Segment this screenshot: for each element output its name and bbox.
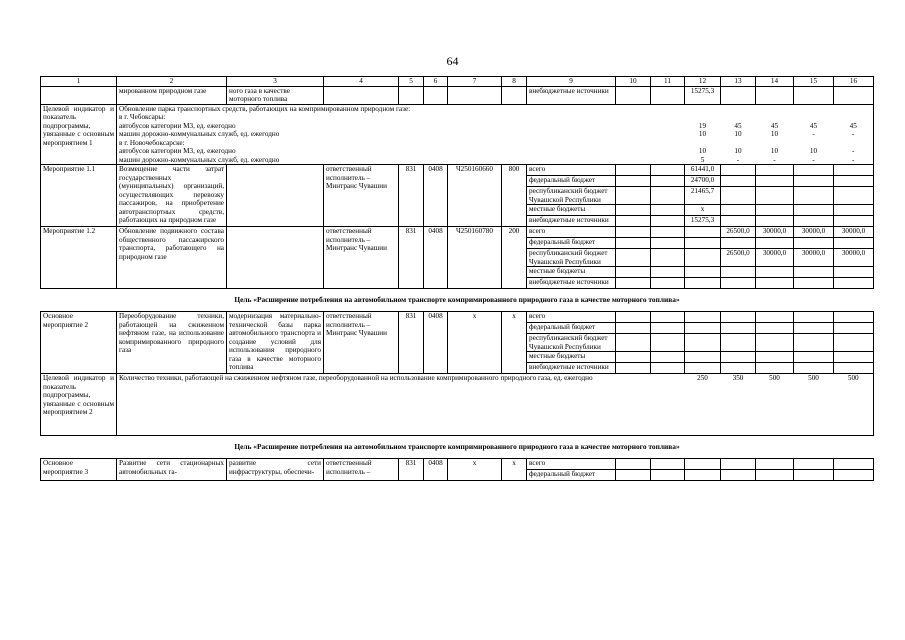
value [685,249,721,267]
value: 30000,0 [756,227,794,238]
value [756,267,794,278]
cell: внебюджетные источники [527,87,616,105]
cell [721,323,756,334]
funding-source: всего [527,459,616,470]
code-section: 0408 [424,459,448,481]
cell [794,470,834,481]
cell [721,470,756,481]
row-label: Основное мероприятие 3 [41,459,117,481]
value [685,238,721,249]
indicator-line: машин дорожно-коммунальных служб, ед. ежегодно [119,130,280,139]
funding-source: республиканский бюджет Чувашской Республики [527,249,616,267]
value [721,165,756,176]
indicator-title: Обновление парка транспортных средств, работающих на компримированном природном газе: [119,105,411,113]
row-label: Целевой индикатор и показатель подпрограммы, увязанные с основным мероприятием 2 [41,374,117,436]
value [794,165,834,176]
value: 30000,0 [794,227,834,238]
funding-source: местные бюджеты [527,267,616,278]
code-section: 0408 [424,312,448,374]
table-row [41,227,874,238]
funding-source: внебюджетные источники [527,278,616,289]
cell [651,459,685,470]
measure-desc: Возмещение части затрат государственных (муниципальных) организаций, осуществляющих перевозку пассажиров, на приобретение автотранспортных средств, работающих на природном газе [117,165,227,227]
table-row [41,459,874,470]
code-grbs: 831 [399,312,424,374]
value-col [685,105,721,165]
value [721,267,756,278]
column-number-row [41,77,874,87]
cell [616,363,651,374]
row-label: Мероприятие 1.1 [41,165,117,227]
value: - [812,130,815,139]
cell [756,352,794,363]
cell [794,323,834,334]
cell [834,459,874,470]
code-type: x [502,312,527,374]
value: 26500,0 [721,249,756,267]
value [794,216,834,227]
col-number: 15 [794,77,834,87]
value: 350 [721,374,756,436]
table-row [41,165,874,176]
cell [794,334,834,352]
cell [685,363,721,374]
cell [651,227,685,238]
cell [685,334,721,352]
value-col [794,105,834,165]
cell [616,267,651,278]
row-label: Целевой индикатор и показатель подпрограммы, увязанные с основным мероприятием 1 [41,105,117,165]
cell [834,87,874,105]
value: 61441,0 [685,165,721,176]
value [834,278,874,289]
value [756,238,794,249]
cell [834,323,874,334]
value: - [773,155,776,164]
cell [834,312,874,323]
funding-source: всего [527,165,616,176]
cell [651,334,685,352]
value [794,205,834,216]
col-number: 3 [227,77,324,87]
value-col [756,105,794,165]
measure-desc: Переоборудование техники, работающей на сжиженном нефтяном газе, на использование компримированного природного газа [117,312,227,374]
cell [834,363,874,374]
funding-source: федеральный бюджет [527,238,616,249]
value [756,165,794,176]
cell [651,205,685,216]
code-type: x [502,459,527,481]
indicator-line: в г. Чебоксары: [119,113,166,122]
col-number: 11 [651,77,685,87]
value: 500 [756,374,794,436]
funding-source: республиканский бюджет Чувашской Республики [527,187,616,205]
funding-source: внебюджетные источники [527,216,616,227]
cell [651,278,685,289]
cell [756,334,794,352]
funding-source: всего [527,227,616,238]
value: 21465,7 [685,187,721,205]
indicator-text: Количество техники, работающей на сжиженном нефтяном газе, переоборудованной на использование компримированного природного газа, ед. ежегодно [117,374,685,436]
cell: ного газа в качестве моторного топлива [227,87,324,105]
value: 500 [834,374,874,436]
col-number: 2 [117,77,227,87]
value [721,176,756,187]
measure-desc: Обновление подвижного состава общественного пассажирского транспорта, работающего на природном газе [117,227,227,289]
task-desc: развитие сети инфраструктуры, обеспечи- [227,459,324,481]
value: 10 [734,147,742,156]
value: 15275,3 [685,216,721,227]
value: 10 [770,130,779,139]
cell [756,363,794,374]
value [756,278,794,289]
cell [651,176,685,187]
value: 5 [700,155,705,164]
value: 10 [809,147,818,156]
code-type: 200 [502,227,527,289]
funding-source: внебюджетные источники [527,363,616,374]
value [794,267,834,278]
cell [616,249,651,267]
cell [616,227,651,238]
cell [502,87,527,105]
cell [651,187,685,205]
value [794,176,834,187]
value [756,205,794,216]
goal-heading: Цель «Расширение потребления на автомобильном транспорте компримированного природного газа в качестве моторного топлива» [41,436,874,459]
cell [651,249,685,267]
cell [651,216,685,227]
cell [616,205,651,216]
cell: 15275,3 [685,87,721,105]
page-number: 64 [446,54,459,68]
value-col [721,105,756,165]
value: 45 [849,121,857,130]
cell [616,176,651,187]
value: - [736,155,740,164]
cell [834,334,874,352]
cell [616,312,651,323]
responsible: ответственный исполнитель – Минтранс Чувашии [324,165,399,227]
funding-source: федеральный бюджет [527,470,616,481]
task-desc: модернизация материально-технической базы парка автомобильного транспорта и создание условий для использования природного газа в качестве моторного топлива [227,312,324,374]
cell [616,334,651,352]
value [685,267,721,278]
value: - [852,147,855,156]
cell [685,459,721,470]
col-number: 16 [834,77,874,87]
col-number: 5 [399,77,424,87]
measure-desc: Развитие сети стационарных автомобильных га- [117,459,227,481]
col-number: 4 [324,77,399,87]
cell [227,227,324,289]
value: 500 [794,374,834,436]
value: 30000,0 [756,249,794,267]
col-number: 12 [685,77,721,87]
value [794,278,834,289]
cell [685,312,721,323]
value [834,165,874,176]
cell [616,352,651,363]
code-section: 0408 [424,227,448,289]
program-table [40,76,874,481]
cell [324,87,399,105]
value-col [834,105,874,165]
value: 45 [734,121,742,130]
cell [685,470,721,481]
value: 10 [698,147,707,156]
value: 30000,0 [834,249,874,267]
value: 45 [809,121,818,130]
cell [721,363,756,374]
cell [651,87,685,105]
goal-row [41,436,874,459]
funding-source: федеральный бюджет [527,323,616,334]
cell [616,470,651,481]
indicator-line: автобусов категории М3, ед. ежегодно [119,121,236,130]
cell [41,87,117,105]
cell [227,165,324,227]
code-target: Ч250160780 [448,227,502,289]
cell [651,352,685,363]
cell [616,238,651,249]
cell [399,87,424,105]
cell [756,312,794,323]
code-target: Ч250160660 [448,165,502,227]
cell [721,459,756,470]
cell [685,323,721,334]
value: - [852,155,855,164]
code-section: 0408 [424,165,448,227]
value [834,216,874,227]
col-number: 6 [424,77,448,87]
code-target: x [448,312,502,374]
cell [721,352,756,363]
value [794,187,834,205]
value: 30000,0 [794,249,834,267]
value: x [685,205,721,216]
value [834,176,874,187]
cell [794,312,834,323]
funding-source: местные бюджеты [527,352,616,363]
col-number: 10 [616,77,651,87]
cell [794,363,834,374]
cell [651,323,685,334]
goal-heading: Цель «Расширение потребления на автомобильном транспорте компримированного природного газа в качестве моторного топлива» [41,289,874,312]
cell [651,470,685,481]
value [721,187,756,205]
value: 45 [770,121,779,130]
col-number: 9 [527,77,616,87]
cell [794,87,834,105]
cell [756,323,794,334]
code-type: 800 [502,165,527,227]
table-row [41,87,874,105]
cell [685,352,721,363]
value [685,227,721,238]
col-number: 14 [756,77,794,87]
cell [756,87,794,105]
value [756,176,794,187]
cell [448,87,502,105]
value: 26500,0 [721,227,756,238]
value: - [852,130,855,139]
value [721,278,756,289]
responsible: ответственный исполнитель – [324,459,399,481]
col-number: 8 [502,77,527,87]
value: 10 [734,130,742,139]
col-number: 7 [448,77,502,87]
table-row [41,312,874,323]
cell [616,165,651,176]
funding-source: местные бюджеты [527,205,616,216]
value [756,216,794,227]
funding-source: республиканский бюджет Чувашской Республики [527,334,616,352]
funding-source: федеральный бюджет [527,176,616,187]
indicator-row [41,105,874,165]
value: 250 [685,374,721,436]
cell [834,352,874,363]
value: 19 [698,121,707,130]
value: 30000,0 [834,227,874,238]
cell [651,312,685,323]
cell [651,238,685,249]
cell [721,334,756,352]
indicator-text [117,105,685,165]
value [834,187,874,205]
cell [721,312,756,323]
value [834,267,874,278]
cell [616,87,651,105]
indicator-line: в г. Новочебоксарске: [119,138,185,147]
responsible: ответственный исполнитель – Минтранс Чувашии [324,312,399,374]
value [721,238,756,249]
funding-source: всего [527,312,616,323]
code-grbs: 831 [399,227,424,289]
cell [756,459,794,470]
value [685,278,721,289]
cell [616,459,651,470]
cell [616,323,651,334]
cell: мированном природном газе [117,87,227,105]
cell [651,267,685,278]
indicator-row [41,374,874,436]
cell [424,87,448,105]
value [721,216,756,227]
responsible: ответственный исполнитель – Минтранс Чувашии [324,227,399,289]
cell [794,459,834,470]
cell [616,278,651,289]
value [834,238,874,249]
indicator-line: машин дорожно-коммунальных служб, ед. ежегодно [119,155,280,164]
cell [616,216,651,227]
cell [756,470,794,481]
cell [721,87,756,105]
row-label: Основное мероприятие 2 [41,312,117,374]
value [834,205,874,216]
cell [616,187,651,205]
col-number: 13 [721,77,756,87]
row-label: Мероприятие 1.2 [41,227,117,289]
indicator-line: автобусов категории М3, ед. ежегодно [119,147,236,156]
value [756,187,794,205]
code-grbs: 831 [399,459,424,481]
value: - [812,155,815,164]
value [794,238,834,249]
value: 10 [698,130,707,139]
value [721,205,756,216]
col-number: 1 [41,77,117,87]
code-grbs: 831 [399,165,424,227]
code-target: x [448,459,502,481]
value: 24700,0 [685,176,721,187]
cell [651,165,685,176]
cell [794,352,834,363]
cell [651,363,685,374]
cell [834,470,874,481]
value: 10 [770,147,779,156]
goal-row [41,289,874,312]
